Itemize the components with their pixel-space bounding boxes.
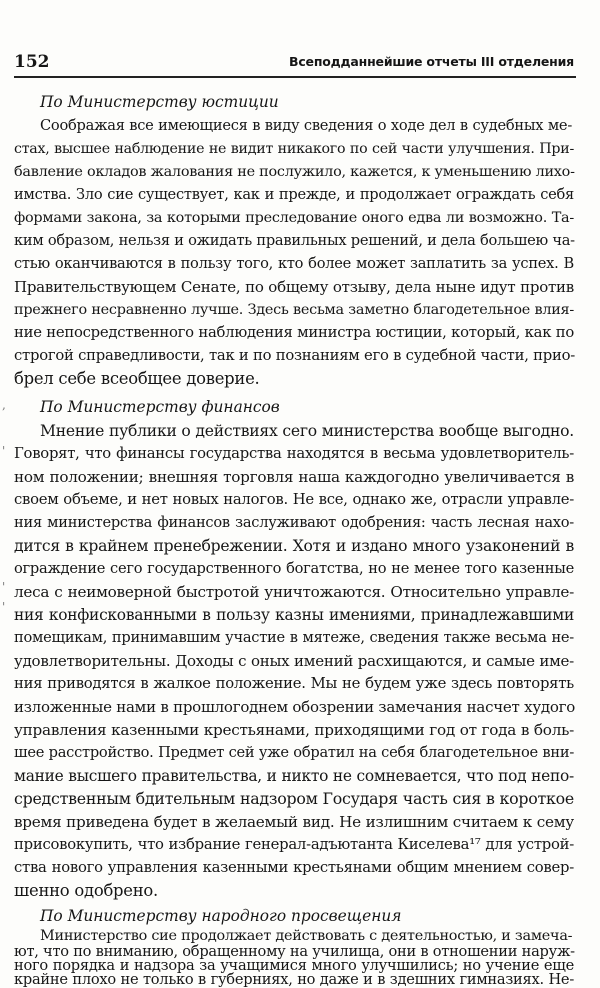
page-number: 152 (14, 52, 50, 72)
text-line: удовлетворительны. Доходы с оных имений расхищаются, и самые име- (14, 652, 574, 670)
margin-mark: ' (2, 580, 6, 594)
running-title: Всеподданнейшие отчеты III отделения (289, 54, 574, 69)
text-line: шенно одобрено. (14, 881, 159, 900)
text-line: ют, что по вниманию, обращенному на училища, они в отношении наруж- (14, 943, 575, 960)
text-line: своем объеме, и нет новых налогов. Не все, однако же, отрасли управле- (14, 491, 574, 508)
section-heading-finance: По Министерству финансов (40, 398, 280, 416)
text-line: ния конфискованными в пользу казны имениями, принадлежавшими (14, 606, 574, 624)
text-line: ограждение сего государственного богатства, но не менее того казенные (14, 560, 574, 577)
text-line: ким образом, нельзя и ожидать правильных решений, и дела большею ча- (14, 232, 575, 249)
text-line: строгой справедливости, так и по познаниям его в судебной части, прио- (14, 347, 575, 364)
text-line: леса с неимоверной быстротой уничтожаются. Относительно управле- (14, 583, 574, 601)
text-line: прежнего несравненно лучше. Здесь весьма заметно благодетельное влия- (14, 302, 574, 318)
text-line: Говорят, что финансы государства находятся в весьма удовлетворитель- (14, 445, 574, 462)
section-heading-education: По Министерству народного просвещения (40, 907, 402, 925)
text-line: формами закона, за которыми преследование оного едва ли возможно. Та- (14, 210, 574, 226)
text-line: присовокупить, что избрание генерал-адъютанта Киселева¹⁷ для устрой- (14, 836, 574, 853)
text-line: время приведена будет в желаемый вид. Не излишним считаем к сему (14, 813, 574, 831)
text-line: помещикам, принимавшим участие в мятеже, сведения также весьма не- (14, 629, 574, 646)
text-line: Соображая все имеющиеся в виду сведения о ходе дел в судебных ме- (40, 117, 572, 134)
text-line: бавление окладов жалования не послужило, кажется, к уменьшению лихо- (14, 164, 575, 180)
margin-mark: , (2, 398, 6, 412)
text-line: ние непосредственного наблюдения министра юстиции, который, как по (14, 324, 574, 341)
text-line: ном положении; внешняя торговля наша каждогодно увеличивается в (14, 468, 574, 486)
margin-mark: ' (2, 444, 6, 458)
text-line: ства нового управления казенными крестьянами общим мнением совер- (14, 859, 574, 876)
running-header (14, 50, 576, 78)
text-line: ния приводятся в жалкое положение. Мы не будем уже здесь повторять (14, 675, 574, 692)
text-line: изложенные нами в прошлогоднем обозрении замечания насчет худого (14, 698, 576, 716)
text-line: стью оканчиваются в пользу того, кто более может заплатить за успех. В (14, 255, 574, 272)
text-line: мание высшего правительства, и никто не сомневается, что под непо- (14, 767, 574, 785)
text-line: имства. Зло сие существует, как и прежде, и продолжает ограждать себя (14, 186, 574, 203)
margin-mark: ' (2, 600, 6, 614)
text-line: шее расстройство. Предмет сей уже обратил на себя благодетельное вни- (14, 744, 574, 761)
text-line: крайне плохо не только в губерниях, но даже и в здешних гимназиях. Не- (14, 971, 574, 988)
text-line: Мнение публики о действиях сего министерства вообще выгодно. (40, 422, 574, 440)
text-line: стах, высшее наблюдение не видит никакого по сей части улучшения. При- (14, 141, 574, 157)
text-line: дится в крайнем пренебрежении. Хотя и издано много узаконений в (14, 537, 574, 555)
text-line: брел себе всеобщее доверие. (14, 369, 260, 388)
text-line: Министерство сие продолжает действовать с деятельностью, и замеча- (40, 928, 573, 944)
text-line: средственным бдительным надзором Государя часть сия в короткое (14, 789, 574, 808)
text-line: ния министерства финансов заслуживают одобрения: часть лесная нахо- (14, 514, 574, 531)
text-line: управления казенными крестьянами, приходящими год от года в боль- (14, 721, 574, 739)
section-heading-justice: По Министерству юстиции (40, 93, 279, 111)
text-line: Правительствующем Сенате, по общему отзыву, дела ныне идут против (14, 278, 574, 296)
text-line: ного порядка и надзора за учащимися много улучшились; но учение еще (14, 957, 574, 974)
